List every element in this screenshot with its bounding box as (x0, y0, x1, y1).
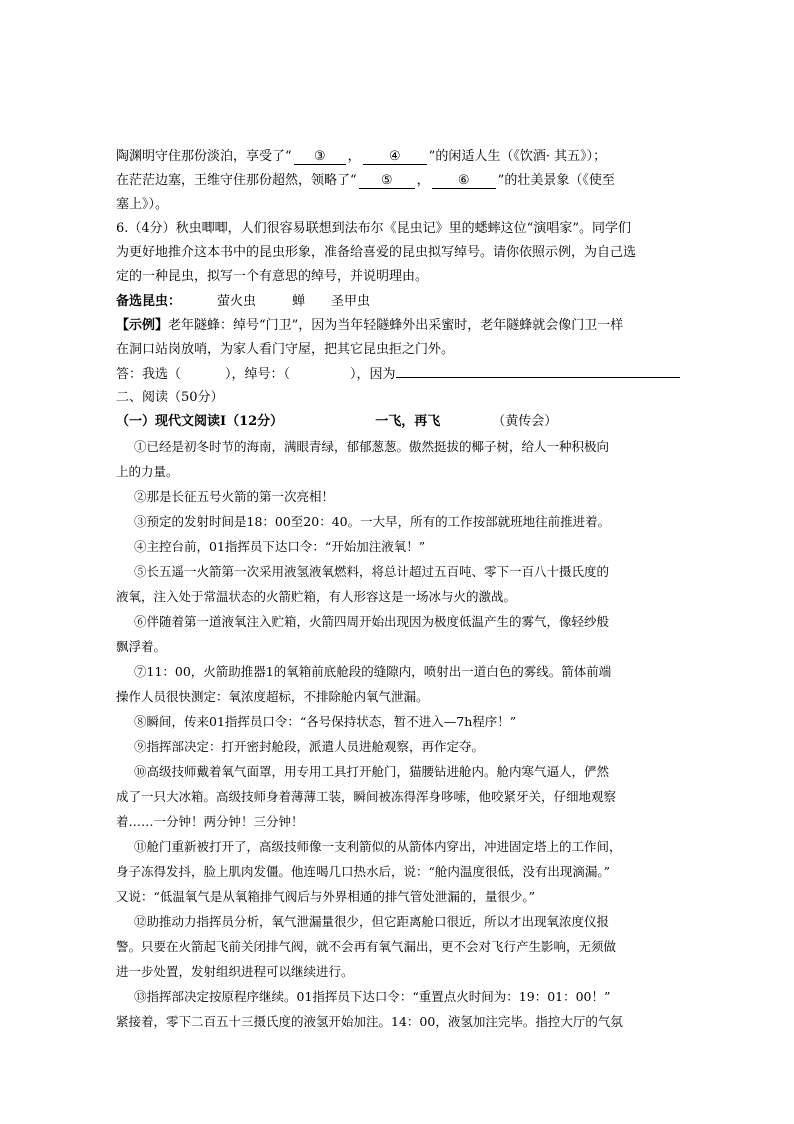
answer-line (116, 363, 680, 386)
article-line: ⑩高级技师戴着氧气面罩，用专用工具打开舱门，猫腰钻进舱内。舱内寒气逼人，俨然 (134, 764, 610, 779)
candidate-firefly: 萤火虫 (217, 294, 257, 309)
article-line: 身子冻得发抖，脸上肌肉发僵。他连喝几口热水后，说：“舱内温度很低，没有出现滴漏。” (116, 864, 611, 879)
article-line: ⑬指挥部决定按原程序继续。01指挥员下达口令：“重置点火时间为：19：01：00！” (134, 989, 611, 1004)
reading-label: （一）现代文阅读Ⅰ（12分） (116, 414, 284, 429)
article-line: ⑫助推动力指挥员分析，氧气泄漏量很少，但它距离舱口很近，所以才出现氧浓度仪报 (134, 914, 610, 929)
article-line: 着……一分钟！两分钟！三分钟！ (116, 814, 304, 829)
article-line: 紧接着，零下二百五十三摄氏度的液氢开始加注。14：00，液氢加注完毕。指控大厅的气氛 (116, 1014, 623, 1029)
article-line: ⑦11：00，火箭助推器1的氧箱前底舱段的缝隙内，喷射出一道白色的雾线。箭体前端 (134, 664, 612, 679)
question-6-line-1: 6.（4分）秋虫唧唧，人们很容易联想到法布尔《昆虫记》里的蟋蟀这位“演唱家”。同学们 (116, 221, 631, 236)
answer-nickname-label: ），绰号：（ (225, 367, 291, 382)
article-line: 进一步处置，发射组织进程可以继续进行。 (116, 964, 354, 979)
reason-field[interactable] (396, 363, 680, 378)
example-label: 【示例】 (116, 318, 169, 333)
separator: ， (416, 173, 430, 188)
article-line: ⑧瞬间，传来01指挥员口令：“各号保持状态，暂不进入—7h程序！” (134, 714, 517, 729)
poem-text: 陶渊明守住那份淡泊，享受了“ (116, 149, 292, 164)
example-line-2: 在洞口站岗放哨，为家人看门守屋，把其它昆虫拒之门外。 (116, 342, 455, 357)
poem-text: ”的壮美景象（《使至 (497, 173, 615, 188)
article-title: 一飞，再飞 (375, 414, 441, 429)
answer-reason-label: ），因为 (350, 367, 396, 382)
question-6-line-3: 定的一种昆虫，拟写一个有意思的绰号，并说明理由。 (116, 269, 429, 284)
reading-subheader (116, 411, 557, 433)
article-line: ①已经是初冬时节的海南，满眼青绿，郁郁葱葱。傲然挺拔的椰子树，给人一种积极向 (134, 439, 610, 454)
poem-text: ”的闲适人生（《饮酒· 其五》）； (428, 149, 607, 164)
candidate-cicada: 蝉 (292, 294, 306, 309)
article-line: ④主控台前，01指挥员下达口令：“开始加注液氧！” (134, 539, 426, 554)
article-line: ⑪舱门重新被打开了，高级技师像一支利箭似的从箭体内穿出，冲进固定塔上的工作间， (134, 839, 622, 854)
example-line-1 (116, 315, 623, 337)
blank-6[interactable]: ⑥ (432, 173, 496, 189)
article-line: ⑤长五遥一火箭第一次采用液氢液氧燃料，将总计超过五百吨、零下一百八十摄氏度的 (134, 564, 610, 579)
blank-5[interactable]: ⑤ (359, 173, 415, 189)
poem-line-3: 塞上》）。 (116, 197, 169, 212)
article-line: ②那是长征五号火箭的第一次亮相！ (134, 489, 335, 504)
article-line: ③预定的发射时间是18：00至20：40。一大早，所有的工作按部就班地往前推进着。 (134, 514, 611, 529)
article-line: 成了一只大冰箱。高级技师身着薄薄工装，瞬间被冻得浑身哆嗦，他咬紧牙关，仔细地观察 (116, 789, 617, 804)
question-6-line-2: 为更好地推介这本书中的昆虫形象，准备给喜爱的昆虫拟写绰号。请你依照示例，为自己选 (116, 245, 637, 260)
article-line: 警。只要在火箭起飞前关闭排气阀，就不会再有氧气漏出，更不会对飞行产生影响，无须做 (116, 939, 617, 954)
article-line: ⑥伴随着第一道液氧注入贮箱，火箭四周开始出现因为极度低温产生的雾气，像轻纱般 (134, 614, 610, 629)
answer-prefix: 答：我选（ (116, 367, 182, 382)
article-line: 上的力量。 (116, 464, 179, 479)
article-line: 又说：“低温氧气是从氧箱排气阀后与外界相通的排气管处泄漏的，量很少。” (116, 889, 536, 904)
candidate-scarab: 圣甲虫 (331, 294, 371, 309)
example-text: 老年隧蜂：绰号“门卫”，因为当年轻隧蜂外出采蜜时，老年隧蜂就会像门卫一样 (168, 318, 624, 333)
article-line: ⑨指挥部决定：打开密封舱段，派遣人员进舱观察，再作定夺。 (134, 739, 485, 754)
candidate-insects (116, 291, 370, 313)
poem-text: 在茫茫边塞，王维守住那份超然，领略了“ (116, 173, 357, 188)
blank-3[interactable]: ③ (294, 149, 346, 165)
poem-line-1 (116, 146, 606, 168)
article-line: 飘浮着。 (116, 639, 167, 654)
article-line: 操作人员很快测定：氧浓度超标，不排除舱内氧气泄漏。 (116, 689, 429, 704)
separator: ， (347, 149, 361, 164)
article-line: 液氧，注入处于常温状态的火箭贮箱，有人形容这是一场冰与火的激战。 (116, 589, 517, 604)
section-2-title: 二、阅读（50分） (116, 390, 224, 405)
candidates-label: 备选昆虫： (116, 294, 182, 309)
poem-line-2 (116, 170, 615, 192)
blank-4[interactable]: ④ (363, 149, 427, 165)
article-author: （黄传会） (492, 414, 558, 429)
